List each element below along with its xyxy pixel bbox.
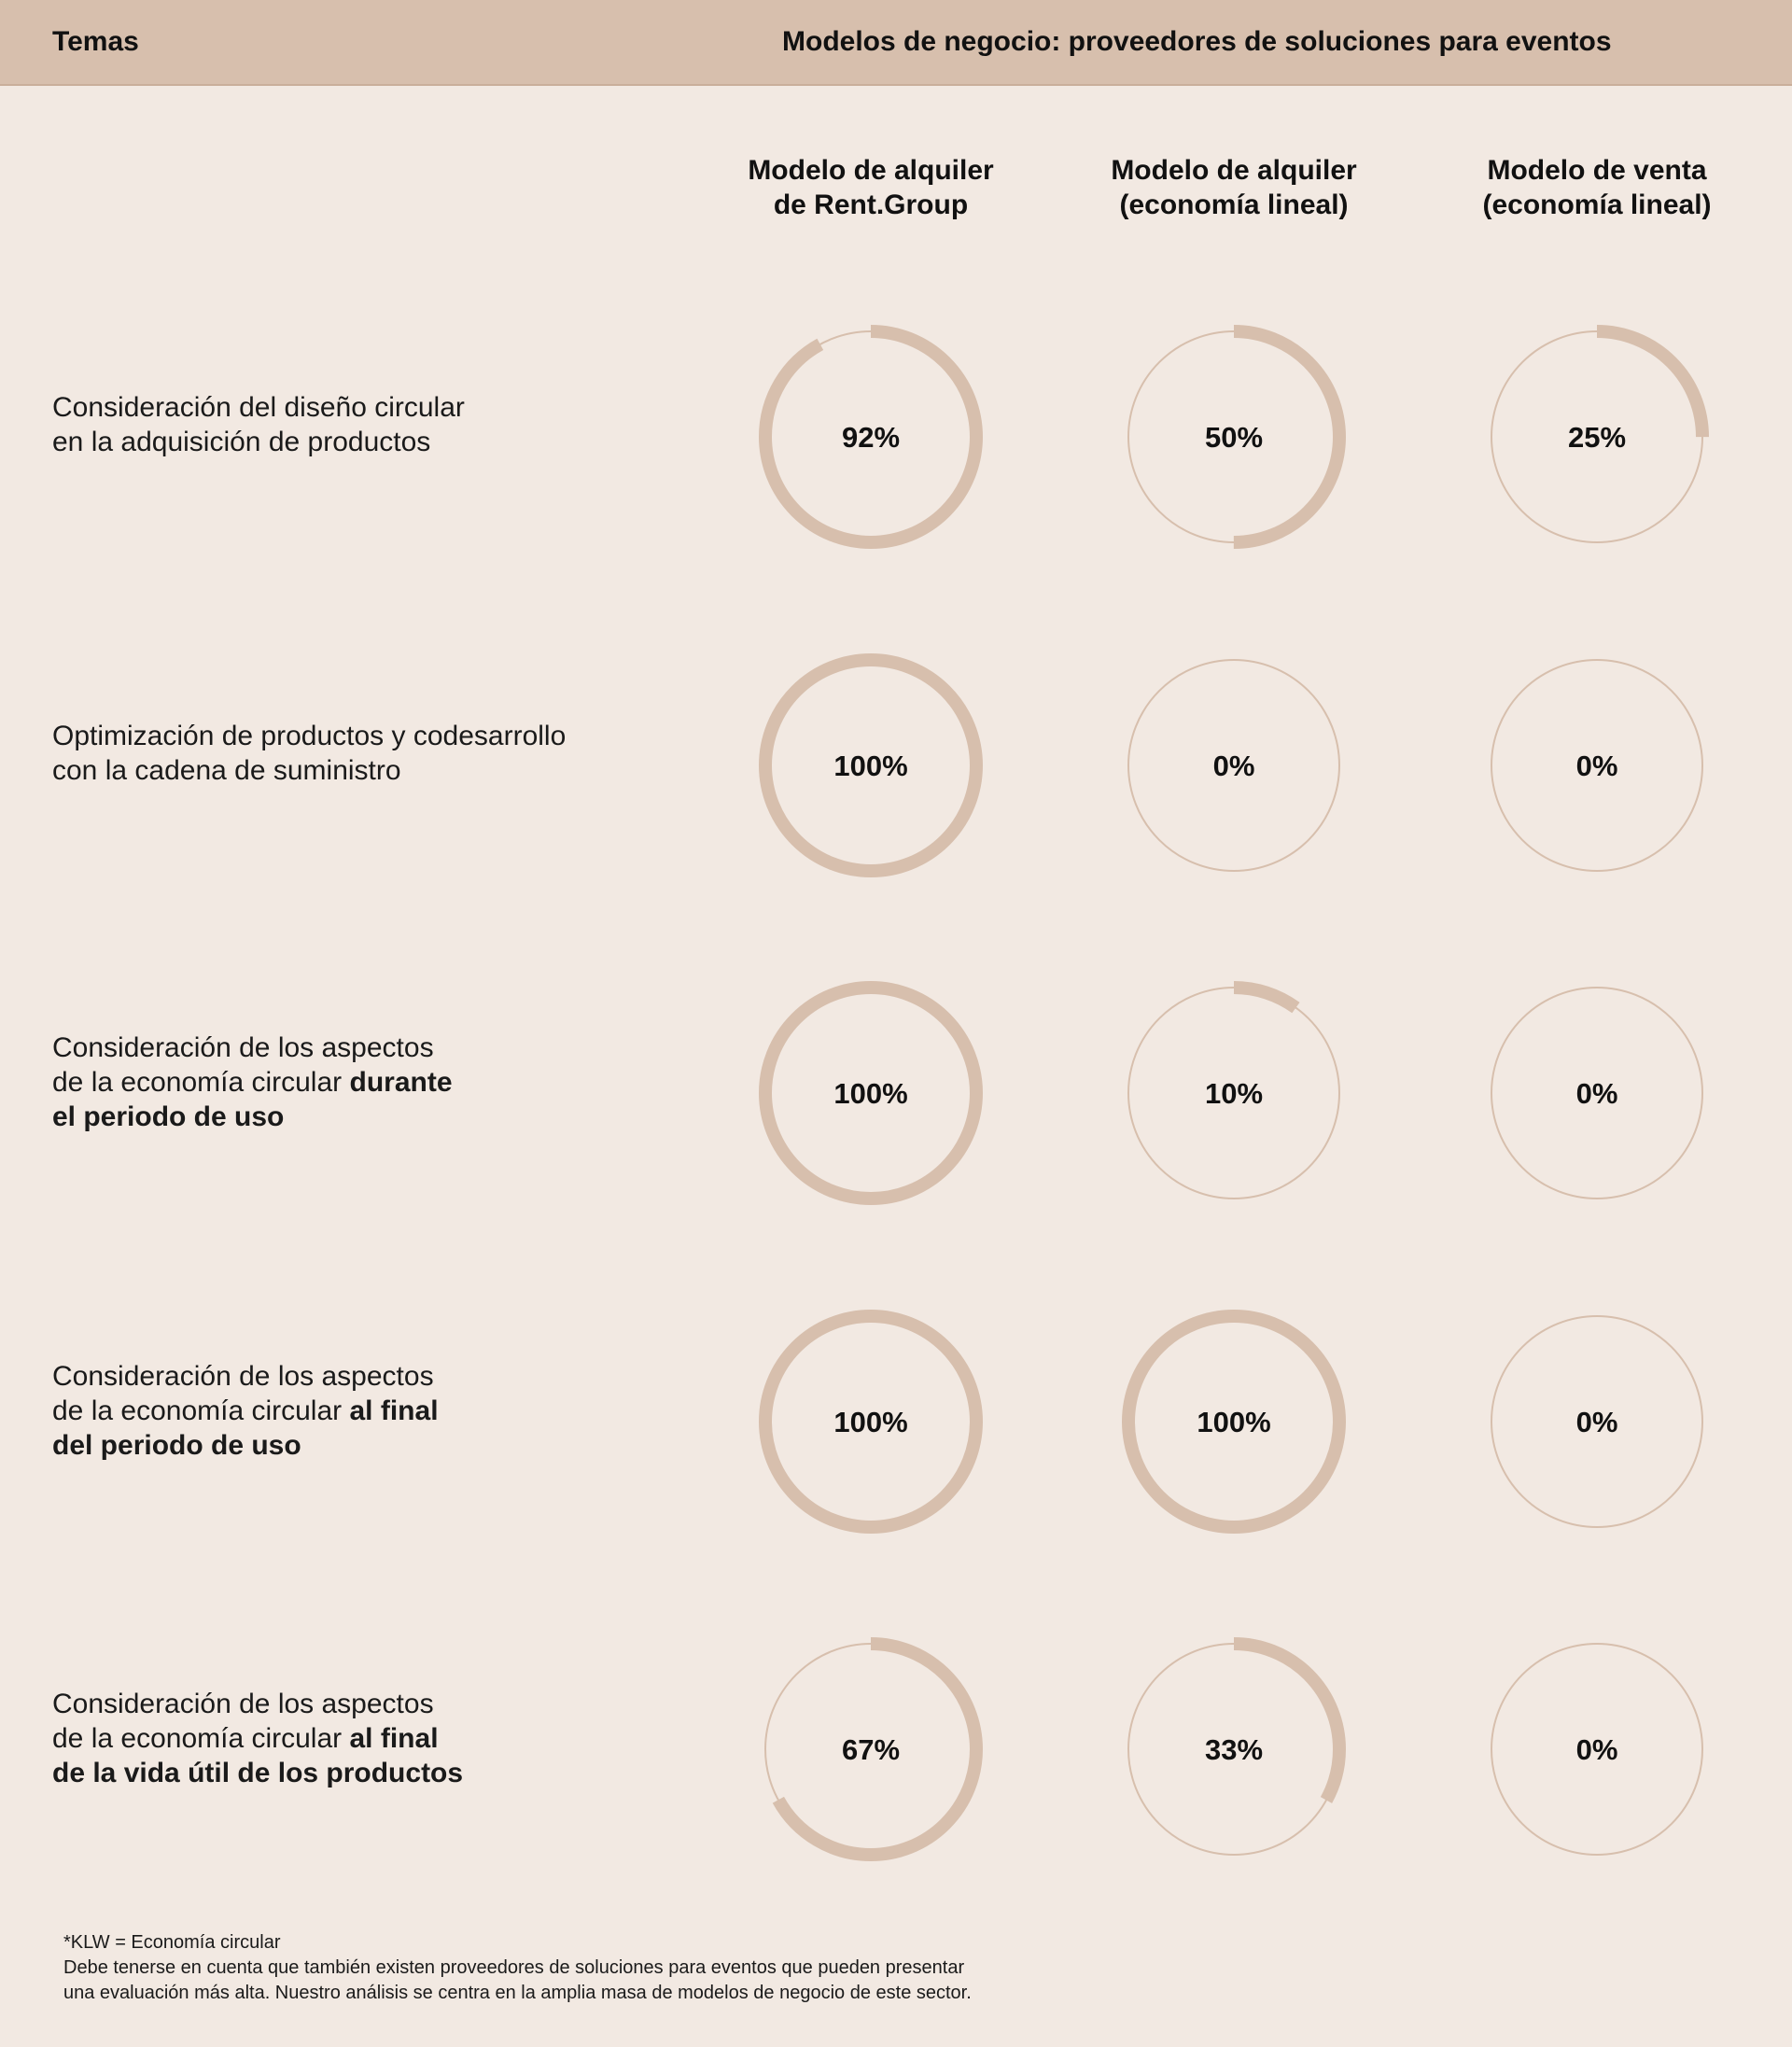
ring-value-label: 100%: [833, 1077, 908, 1110]
progress-ring: [740, 306, 1001, 568]
progress-ring: [1466, 1619, 1728, 1880]
column-header-rental-linear: [1075, 153, 1393, 222]
row-label-line: Consideración de los aspectos: [52, 1361, 434, 1392]
ring-value-label: 25%: [1567, 421, 1627, 454]
row-label-line: con la cadena de suministro: [52, 755, 401, 786]
ring-value-label: 0%: [1212, 750, 1255, 782]
progress-ring: [1466, 306, 1728, 568]
column-header-sale-linear: [1438, 153, 1756, 222]
row-label-line: Consideración de los aspectos: [52, 1689, 434, 1719]
row-label-line: Consideración de los aspectos: [52, 1032, 434, 1063]
column-header-rentgroup: [712, 153, 1029, 222]
footnote-line: Debe tenerse en cuenta que también existen proveedores de soluciones para eventos que pueden presentar: [63, 1957, 965, 1978]
row-label-text: de la economía circular: [52, 1067, 350, 1098]
row-label-line: Consideración del diseño circular: [52, 392, 465, 423]
row-label-emphasis: durante: [349, 1067, 453, 1098]
ring-value-label: 67%: [841, 1733, 901, 1766]
footnote-line: *KLW = Economía circular: [63, 1932, 281, 1953]
progress-ring: [740, 1291, 1001, 1552]
row-label-circular-design: [52, 390, 650, 459]
progress-ring: [1466, 1291, 1728, 1552]
column-header-line: Modelo de alquiler: [748, 155, 994, 186]
row-label-end-of-life: [52, 1687, 650, 1790]
chart-title: Modelos de negocio: proveedores de soluciones para eventos: [782, 26, 1612, 57]
ring-value-label: 92%: [841, 421, 901, 454]
progress-ring: [1103, 306, 1365, 568]
progress-ring: [1466, 635, 1728, 896]
column-header-line: (economía lineal): [1482, 189, 1712, 220]
ring-value-label: 33%: [1204, 1733, 1264, 1766]
ring-value-label: 0%: [1575, 750, 1618, 782]
progress-ring: [1103, 962, 1365, 1224]
row-label-end-of-use: [52, 1359, 650, 1463]
progress-ring: [740, 962, 1001, 1224]
row-label-text: de la economía circular: [52, 1723, 350, 1754]
progress-ring: [740, 1619, 1001, 1880]
ring-value-label: 0%: [1575, 1733, 1618, 1766]
row-label-supply-chain: [52, 719, 650, 788]
row-label-emphasis: el periodo de uso: [52, 1101, 285, 1132]
row-label-text: de la economía circular: [52, 1395, 350, 1426]
row-label-during-use: [52, 1031, 650, 1134]
footnote: [63, 1930, 1277, 2006]
topics-column-header: Temas: [52, 26, 139, 57]
ring-value-label: 50%: [1204, 421, 1264, 454]
column-header-line: Modelo de venta: [1487, 155, 1707, 186]
progress-ring: [740, 635, 1001, 896]
column-header-line: Modelo de alquiler: [1111, 155, 1357, 186]
ring-value-label: 10%: [1204, 1077, 1264, 1110]
row-label-emphasis: al final: [349, 1723, 439, 1754]
row-label-emphasis: del periodo de uso: [52, 1430, 301, 1461]
row-label-line: en la adquisición de productos: [52, 427, 431, 457]
column-header-line: de Rent.Group: [773, 189, 969, 220]
row-label-emphasis: al final: [349, 1395, 439, 1426]
ring-value-label: 100%: [833, 1406, 908, 1438]
footnote-line: una evaluación más alta. Nuestro análisis se centra en la amplia masa de modelos de negocio de este sector.: [63, 1983, 972, 2003]
row-label-line: Optimización de productos y codesarrollo: [52, 721, 567, 751]
column-header-line: (economía lineal): [1119, 189, 1349, 220]
progress-ring: [1103, 1291, 1365, 1552]
row-label-emphasis: de la vida útil de los productos: [52, 1758, 464, 1788]
ring-value-label: 100%: [1197, 1406, 1271, 1438]
progress-ring: [1103, 1619, 1365, 1880]
ring-value-label: 0%: [1575, 1406, 1618, 1438]
progress-ring: [1103, 635, 1365, 896]
ring-value-label: 0%: [1575, 1077, 1618, 1110]
ring-value-label: 100%: [833, 750, 908, 782]
table-header: [0, 0, 1792, 86]
progress-ring: [1466, 962, 1728, 1224]
